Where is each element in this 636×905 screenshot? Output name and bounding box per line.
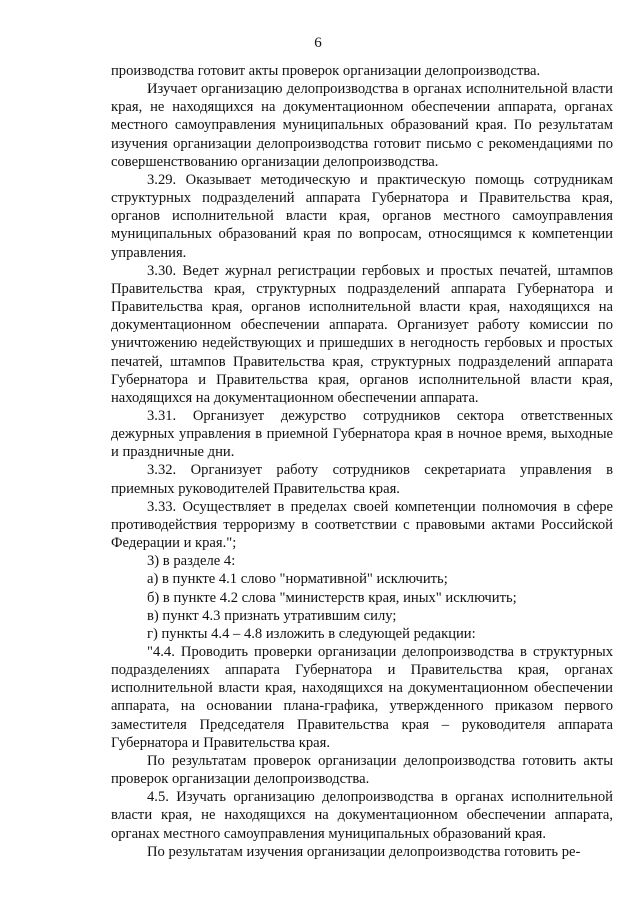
- paragraph: 3.32. Организует работу сотрудников секретариата управления в приемных руководителей Правительства края.: [111, 462, 613, 497]
- paragraph: По результатам изучения организации делопроизводства готовить ре-: [147, 843, 581, 860]
- paragraph: 3) в разделе 4:: [147, 553, 236, 570]
- paragraph: производства готовит акты проверок организации делопроизводства.: [111, 63, 541, 79]
- paragraph: 3.30. Ведет журнал регистрации гербовых и простых печатей, штампов Правительства края, структурных подразделений аппарата Губернатора и Правительства края, органов исполнительной власти края, находящихся на документационном обеспечении аппарата. Организует работу комиссии по уничтожению недействующих и пришедших в негодность гербовых и простых печатей, штампов Правительства края, структурных подразделений аппарата Губернатора и Правительства края, органов исполнительной власти края, находящихся на документационном обеспечении аппарата.: [111, 262, 613, 406]
- paragraph: а) в пункте 4.1 слово "нормативной" исключить;: [147, 571, 448, 588]
- paragraph: Изучает организацию делопроизводства в органах исполнительной власти края, не находящихся на документационном обеспечении аппарата, органах местного самоуправления муниципальных образований края. По результатам изучения организации делопроизводства готовит письмо с рекомендациями по совершенствованию организации делопроизводства.: [111, 81, 613, 170]
- paragraph: 3.31. Организует дежурство сотрудников сектора ответственных дежурных управления в приемной Губернатора края в ночное время, выходные и праздничные дни.: [111, 407, 613, 461]
- paragraph: г) пункты 4.4 – 4.8 изложить в следующей редакции:: [147, 625, 476, 642]
- paragraph: По результатам проверок организации делопроизводства готовить акты проверок организации делопроизводства.: [111, 752, 613, 788]
- page-number: 6: [314, 35, 322, 51]
- paragraph: "4.4. Проводить проверки организации делопроизводства в структурных подразделениях аппарата Губернатора и Правительства края, органах исполнительной власти края, находящихся на документационном обеспечении аппарата, на основании плана-графика, утвержденного приказом первого заместителя Председателя Правительства края – руководителя аппарата Губернатора и Правительства края.: [111, 644, 613, 751]
- document-body: [111, 62, 613, 861]
- paragraph: 3.33. Осуществляет в пределах своей компетенции полномочия в сфере противодействия терроризму в соответствии с правовыми актами Российской Федерации и края.";: [111, 498, 613, 552]
- paragraph: б) в пункте 4.2 слова "министерств края, иных" исключить;: [147, 589, 517, 606]
- paragraph: 3.29. Оказывает методическую и практическую помощь сотрудникам структурных подразделений аппарата Губернатора и Правительства края, органов исполнительной власти края, органов местного самоуправления муниципальных образований края по вопросам, относящимся к компетенции управления.: [111, 171, 613, 261]
- paragraph: 4.5. Изучать организацию делопроизводства в органах исполнительной власти края, не находящихся на документационном обеспечении аппарата, органах местного самоуправления муниципальных образований края.: [111, 789, 613, 842]
- paragraph: в) пункт 4.3 признать утратившим силу;: [147, 607, 397, 624]
